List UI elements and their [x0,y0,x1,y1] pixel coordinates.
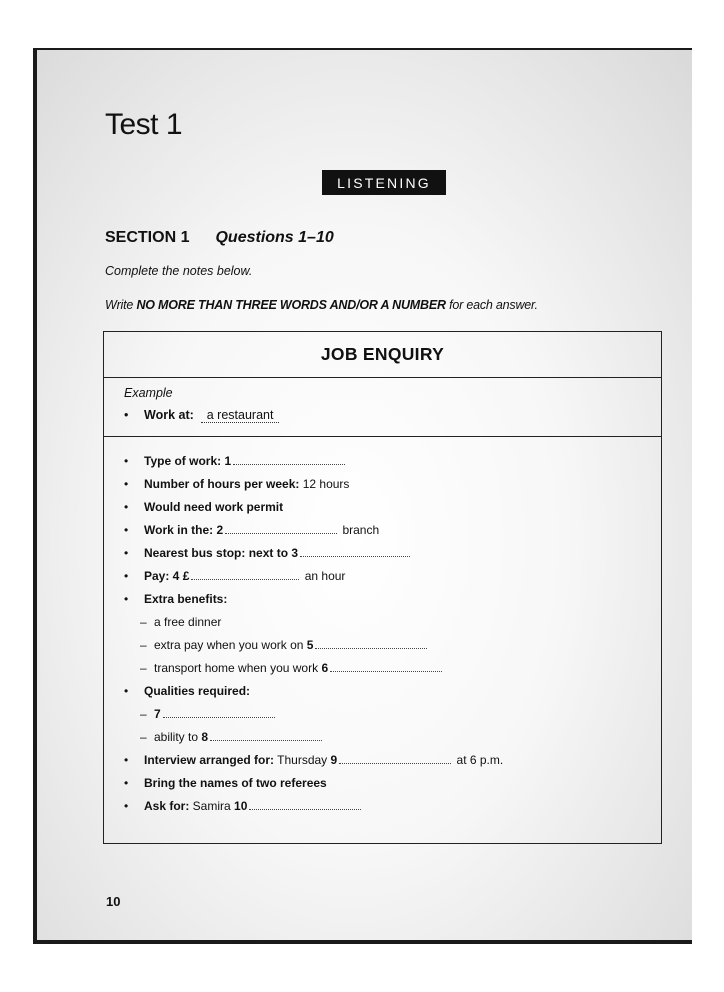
note-item: • Pay: 4 £ an hour [124,569,346,583]
bullet-icon: • [124,592,129,606]
instruction-line-2: Write NO MORE THAN THREE WORDS AND/OR A NUMBER for each answer. [105,298,538,312]
notes-box [103,331,662,844]
note-item: • Qualities required: [124,684,251,698]
answer-blank-5[interactable] [315,639,427,649]
note-item: • Interview arranged for: Thursday 9 at 6 p.m. [124,753,504,767]
dash-icon: – [140,615,147,629]
bullet-icon: • [124,477,129,491]
answer-blank-6[interactable] [330,662,442,672]
section-heading [105,229,334,247]
answer-blank-4[interactable] [191,570,299,580]
note-item: • Nearest bus stop: next to 3 [124,546,412,560]
example-label: Example [124,386,173,400]
note-item: • Number of hours per week: 12 hours [124,477,350,491]
sub-item: – ability to 8 [140,730,324,744]
page-number: 10 [106,894,121,909]
bullet-icon: • [124,799,129,813]
answer-blank-7[interactable] [163,708,275,718]
listening-label: LISTENING [322,170,446,195]
note-item: • Bring the names of two referees [124,776,327,790]
example-answer: a restaurant [201,408,280,423]
dash-icon: – [140,730,147,744]
sub-item: – extra pay when you work on 5 [140,638,429,652]
test-title: Test 1 [105,108,183,141]
bullet-icon: • [124,500,129,514]
answer-blank-9[interactable] [339,754,451,764]
dash-icon: – [140,707,147,721]
answer-blank-8[interactable] [210,731,322,741]
bullet-icon: • [124,408,129,422]
bullet-icon: • [124,684,129,698]
example-area [104,378,661,437]
box-title: JOB ENQUIRY [104,332,661,378]
bullet-icon: • [124,776,129,790]
section-questions: Questions 1–10 [215,229,334,246]
note-item: • Ask for: Samira 10 [124,799,363,813]
note-item: • Would need work permit [124,500,284,514]
example-item: • Work at: a restaurant [124,408,279,423]
sub-item: – transport home when you work 6 [140,661,444,675]
instruction-line-1: Complete the notes below. [105,264,253,278]
dash-icon: – [140,638,147,652]
note-item: • Type of work: 1 [124,454,347,468]
bullet-icon: • [124,546,129,560]
note-item: • Extra benefits: [124,592,228,606]
answer-blank-3[interactable] [300,547,410,557]
note-item: • Work in the: 2 branch [124,523,380,537]
sub-item: – a free dinner [140,615,222,629]
answer-blank-1[interactable] [233,455,345,465]
bullet-icon: • [124,454,129,468]
answer-blank-2[interactable] [225,524,337,534]
bullet-icon: • [124,523,129,537]
bullet-icon: • [124,753,129,767]
dash-icon: – [140,661,147,675]
bullet-icon: • [124,569,129,583]
sub-item: – 7 [140,707,277,721]
section-label: SECTION 1 [105,229,190,246]
answer-blank-10[interactable] [249,800,361,810]
